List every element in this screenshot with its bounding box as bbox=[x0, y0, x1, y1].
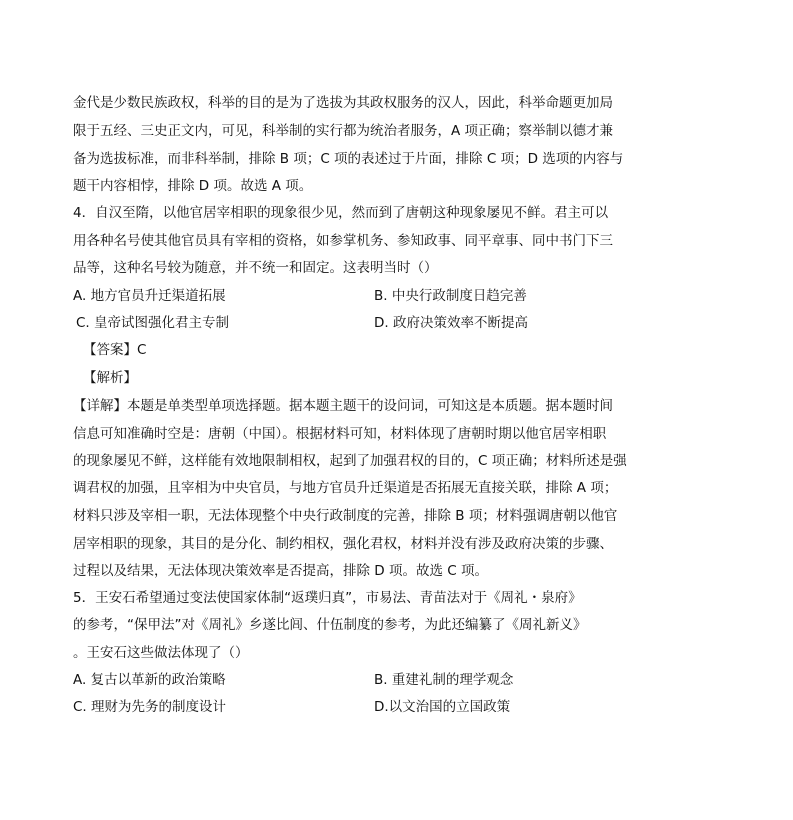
paragraph-line: 题干内容相悖，排除 D 项。故选 A 项。 bbox=[73, 178, 313, 194]
detail-line: 过程以及结果，无法体现决策效率是否提高，排除 D 项。故选 C 项。 bbox=[73, 563, 488, 579]
question-4-stem: 品等，这种名号较为随意，并不统一和固定。这表明当时（） bbox=[73, 260, 438, 276]
paragraph-line: 限于五经、三史正文内，可见，科举制的实行都为统治者服务，A 项正确；察举制以德才兼 bbox=[73, 123, 614, 139]
question-4-option-c: C. 皇帝试图强化君主专制 bbox=[76, 315, 230, 331]
question-5-stem: 5．王安石希望通过变法使国家体制“返璞归真”，市易法、青苗法对于《周礼・泉府》 bbox=[73, 590, 582, 606]
question-5-option-b: B. 重建礼制的理学观念 bbox=[374, 672, 514, 688]
question-4-option-b: B. 中央行政制度日趋完善 bbox=[374, 288, 527, 304]
question-4-stem: 用各种名号使其他官员具有宰相的资格，如参掌机务、参知政事、同平章事、同中书门下三 bbox=[73, 233, 613, 249]
detail-line: 的现象屡见不鲜，这样能有效地限制相权，起到了加强君权的目的，C 项正确；材料所述是强 bbox=[73, 453, 627, 469]
detail-line: 信息可知准确时空是：唐朝（中国）。根据材料可知，材料体现了唐朝时期以他官居宰相职 bbox=[73, 426, 607, 442]
question-5-stem: 。王安石这些做法体现了（） bbox=[73, 645, 249, 661]
analysis-label: 【解析】 bbox=[83, 370, 137, 386]
detail-line: 调君权的加强，且宰相为中央官员，与地方官员升迁渠道是否拓展无直接关联，排除 A 项； bbox=[73, 480, 618, 496]
paragraph-line: 金代是少数民族政权，科举的目的是为了选拔为其政权服务的汉人，因此，科举命题更加局 bbox=[73, 95, 613, 111]
question-4-stem: 4．自汉至隋，以他官居宰相职的现象很少见，然而到了唐朝这种现象屡见不鲜。君主可以 bbox=[73, 205, 609, 221]
question-5-stem: 的参考，“保甲法”对《周礼》乡遂比闾、什伍制度的参考，为此还编纂了《周礼新义》 bbox=[73, 617, 587, 633]
question-4-option-a: A. 地方官员升迁渠道拓展 bbox=[73, 288, 226, 304]
detail-line: 【详解】本题是单类型单项选择题。据本题主题干的设问词，可知这是本质题。据本题时间 bbox=[73, 398, 613, 414]
paragraph-line: 备为选拔标准，而非科举制，排除 B 项；C 项的表述过于片面，排除 C 项；D 选项的内容与 bbox=[73, 151, 624, 167]
question-5-option-c: C. 理财为先务的制度设计 bbox=[73, 699, 227, 715]
question-5-option-a: A. 复古以革新的政治策略 bbox=[73, 672, 226, 688]
detail-line: 居宰相职的现象，其目的是分化、制约相权，强化君权，材料并没有涉及政府决策的步骤、 bbox=[73, 536, 613, 552]
detail-line: 材料只涉及宰相一职，无法体现整个中央行政制度的完善，排除 B 项；材料强调唐朝以他官 bbox=[73, 508, 618, 524]
answer-label: 【答案】C bbox=[83, 342, 147, 358]
question-4-option-d: D. 政府决策效率不断提高 bbox=[374, 315, 528, 331]
question-5-option-d: D.以文治国的立国政策 bbox=[374, 699, 511, 715]
